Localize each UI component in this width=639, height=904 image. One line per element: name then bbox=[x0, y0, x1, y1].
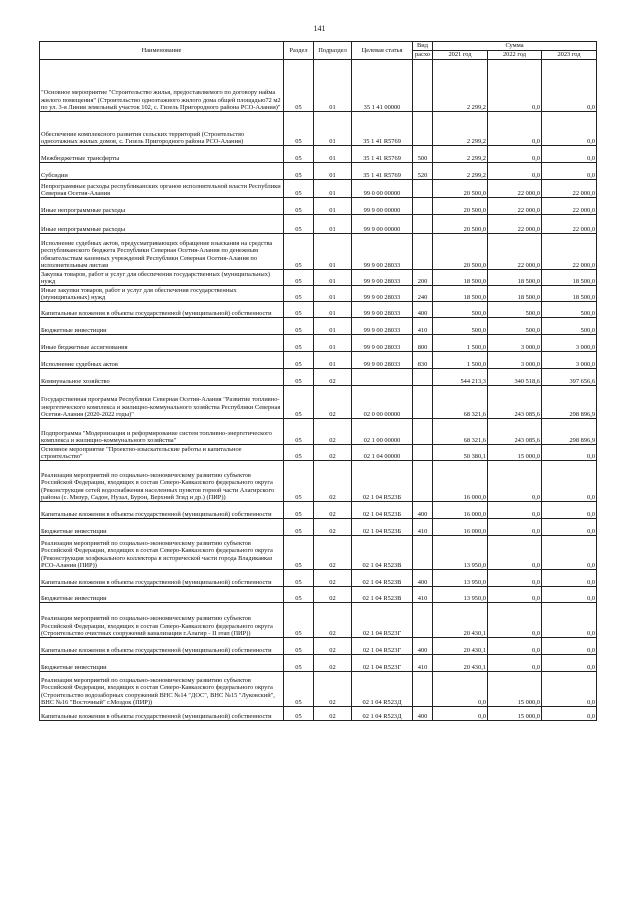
row-target: 35 1 41 R5769 bbox=[352, 163, 413, 180]
row-target: 02 1 04 R523Д bbox=[352, 707, 413, 721]
row-2023: 18 500,0 bbox=[542, 286, 597, 302]
row-2022: 340 518,6 bbox=[488, 369, 542, 386]
row-2021: 18 500,0 bbox=[433, 270, 488, 286]
row-subsection: 01 bbox=[314, 270, 352, 286]
row-target: 99 9 00 28033 bbox=[352, 302, 413, 318]
row-2023: 500,0 bbox=[542, 302, 597, 318]
row-2023: 0,0 bbox=[542, 587, 597, 603]
row-section: 05 bbox=[284, 461, 314, 502]
row-2022: 3 000,0 bbox=[488, 352, 542, 369]
row-expense-type: 400 bbox=[413, 302, 433, 318]
row-subsection: 01 bbox=[314, 180, 352, 198]
row-2021: 20 430,1 bbox=[433, 655, 488, 672]
row-section: 05 bbox=[284, 163, 314, 180]
row-target: 02 1 04 R523Г bbox=[352, 655, 413, 672]
row-section: 05 bbox=[284, 536, 314, 570]
row-2022: 18 500,0 bbox=[488, 286, 542, 302]
row-name: Капитальные вложения в объекты государственной (муниципальной) собственности bbox=[40, 302, 284, 318]
row-2023: 22 000,0 bbox=[542, 180, 597, 198]
table-row bbox=[40, 638, 597, 655]
row-subsection: 01 bbox=[314, 302, 352, 318]
row-section: 05 bbox=[284, 369, 314, 386]
row-subsection: 01 bbox=[314, 198, 352, 215]
row-section: 05 bbox=[284, 270, 314, 286]
row-2022: 0,0 bbox=[488, 587, 542, 603]
page-number: 141 bbox=[313, 24, 326, 33]
row-subsection: 01 bbox=[314, 335, 352, 352]
row-expense-type bbox=[413, 386, 433, 419]
row-expense-type: 520 bbox=[413, 163, 433, 180]
row-name: Иные бюджетные ассигнования bbox=[40, 335, 284, 352]
row-section: 05 bbox=[284, 419, 314, 445]
row-2022: 0,0 bbox=[488, 570, 542, 587]
row-section: 05 bbox=[284, 335, 314, 352]
row-name: Подпрограмма "Модернизация и реформирование систем топливно-энергетического комплекса и жилищно-коммунального хозяйства" bbox=[40, 419, 284, 445]
row-target: 99 9 00 28033 bbox=[352, 270, 413, 286]
row-section: 05 bbox=[284, 286, 314, 302]
row-2023: 0,0 bbox=[542, 112, 597, 146]
row-name: Бюджетные инвестиции bbox=[40, 318, 284, 335]
table-row bbox=[40, 286, 597, 302]
row-target: 35 1 41 R5769 bbox=[352, 146, 413, 163]
row-target: 02 1 04 R523Д bbox=[352, 672, 413, 707]
row-target: 02 1 04 R523Г bbox=[352, 638, 413, 655]
row-2023: 0,0 bbox=[542, 638, 597, 655]
row-2023: 3 000,0 bbox=[542, 352, 597, 369]
table-row bbox=[40, 707, 597, 721]
row-expense-type bbox=[413, 672, 433, 707]
row-subsection: 02 bbox=[314, 461, 352, 502]
row-2021: 16 000,0 bbox=[433, 461, 488, 502]
row-2022: 0,0 bbox=[488, 519, 542, 536]
row-target: 99 9 00 00000 bbox=[352, 198, 413, 215]
row-section: 05 bbox=[284, 672, 314, 707]
row-subsection: 02 bbox=[314, 502, 352, 519]
row-2023: 0,0 bbox=[542, 655, 597, 672]
row-name: Основное мероприятие "Проектно-изыскательские работы и капитальное строительство" bbox=[40, 445, 284, 461]
row-2022: 22 000,0 bbox=[488, 180, 542, 198]
row-target: 02 1 04 R523В bbox=[352, 570, 413, 587]
row-expense-type bbox=[413, 112, 433, 146]
row-subsection: 02 bbox=[314, 638, 352, 655]
row-name: Иные непрограммные расходы bbox=[40, 215, 284, 234]
row-2023: 500,0 bbox=[542, 318, 597, 335]
row-2021: 2 299,2 bbox=[433, 163, 488, 180]
header-name: Наименование bbox=[40, 42, 284, 60]
row-section: 05 bbox=[284, 603, 314, 638]
row-name: Государственная программа Республики Северная Осетия-Алания "Развитие топливно-энергетического комплекса и жилищно-коммунального хозяйства Республики Северная Осетия-Алания (2020-2022 годы)" bbox=[40, 386, 284, 419]
row-subsection: 02 bbox=[314, 655, 352, 672]
row-2023: 0,0 bbox=[542, 707, 597, 721]
row-2021: 20 430,1 bbox=[433, 603, 488, 638]
row-expense-type bbox=[413, 180, 433, 198]
row-2023: 22 000,0 bbox=[542, 215, 597, 234]
row-2023: 0,0 bbox=[542, 146, 597, 163]
row-2022: 0,0 bbox=[488, 146, 542, 163]
table-row bbox=[40, 318, 597, 335]
row-2022: 500,0 bbox=[488, 318, 542, 335]
row-expense-type bbox=[413, 234, 433, 270]
row-2022: 0,0 bbox=[488, 60, 542, 112]
row-section: 05 bbox=[284, 352, 314, 369]
header-exp-type-bottom: расхо bbox=[413, 51, 433, 60]
row-expense-type bbox=[413, 60, 433, 112]
row-name: Реализация мероприятий по социально-экономическому развитию субъектов Российской Федерации, входящих в состав Северо-Кавказского федерального округа (Реконструкция сетей водоснабжения населенных пунктов горной части Алагирского района (с. Мизур, Садон, Нузал, Бурон, Верхний Згид и др.) (ПИР)) bbox=[40, 461, 284, 502]
row-target: 02 0 00 00000 bbox=[352, 386, 413, 419]
row-section: 05 bbox=[284, 302, 314, 318]
row-expense-type: 800 bbox=[413, 335, 433, 352]
table-row bbox=[40, 570, 597, 587]
row-2023: 298 896,9 bbox=[542, 419, 597, 445]
table-row bbox=[40, 335, 597, 352]
row-2021: 16 000,0 bbox=[433, 519, 488, 536]
row-2023: 0,0 bbox=[542, 536, 597, 570]
row-2023: 0,0 bbox=[542, 519, 597, 536]
table-row bbox=[40, 146, 597, 163]
row-expense-type bbox=[413, 461, 433, 502]
table-row bbox=[40, 386, 597, 419]
row-expense-type: 400 bbox=[413, 707, 433, 721]
row-expense-type: 830 bbox=[413, 352, 433, 369]
row-2022: 22 000,0 bbox=[488, 215, 542, 234]
row-name: Обеспечение комплексного развития сельских территорий (Строительство одноэтажных жилых домов, с. Гизель Пригородного района РСО-Алания) bbox=[40, 112, 284, 146]
row-expense-type: 400 bbox=[413, 638, 433, 655]
row-name: Непрограммные расходы республиканских органов исполнительной власти Республики Северная Осетия-Алания bbox=[40, 180, 284, 198]
row-2023: 0,0 bbox=[542, 461, 597, 502]
row-2021: 2 299,2 bbox=[433, 146, 488, 163]
row-2022: 0,0 bbox=[488, 112, 542, 146]
row-expense-type bbox=[413, 603, 433, 638]
row-subsection: 01 bbox=[314, 112, 352, 146]
row-section: 05 bbox=[284, 519, 314, 536]
table-row bbox=[40, 369, 597, 386]
header-subsection: Подраздел bbox=[314, 42, 352, 60]
row-subsection: 02 bbox=[314, 419, 352, 445]
row-subsection: 01 bbox=[314, 60, 352, 112]
row-2021: 500,0 bbox=[433, 302, 488, 318]
row-target: 02 1 04 R523В bbox=[352, 536, 413, 570]
header-section: Раздел bbox=[284, 42, 314, 60]
row-2021: 20 500,0 bbox=[433, 215, 488, 234]
row-2021: 20 500,0 bbox=[433, 234, 488, 270]
row-expense-type bbox=[413, 445, 433, 461]
row-2022: 0,0 bbox=[488, 655, 542, 672]
row-2023: 0,0 bbox=[542, 672, 597, 707]
row-2023: 0,0 bbox=[542, 60, 597, 112]
row-2022: 500,0 bbox=[488, 302, 542, 318]
row-name: Исполнение судебных актов bbox=[40, 352, 284, 369]
row-2023: 397 656,6 bbox=[542, 369, 597, 386]
row-2021: 50 380,1 bbox=[433, 445, 488, 461]
header-target: Целевая статья bbox=[352, 42, 413, 60]
row-2021: 2 299,2 bbox=[433, 60, 488, 112]
row-name: Капитальные вложения в объекты государственной (муниципальной) собственности bbox=[40, 707, 284, 721]
row-section: 05 bbox=[284, 638, 314, 655]
header-sum: Сумма bbox=[433, 42, 597, 51]
table-row bbox=[40, 419, 597, 445]
row-name: Исполнение судебных актов, предусматривающих обращение взыскания на средства республиканского бюджета Республики Северная Осетия-Алания по денежным обязательствам казенных учреждений Республики Северная Осетия-Алания по исполнительным листам bbox=[40, 234, 284, 270]
row-2021: 500,0 bbox=[433, 318, 488, 335]
row-2022: 0,0 bbox=[488, 536, 542, 570]
row-name: Иные непрограммные расходы bbox=[40, 198, 284, 215]
row-name: Капитальные вложения в объекты государственной (муниципальной) собственности bbox=[40, 638, 284, 655]
row-section: 05 bbox=[284, 234, 314, 270]
row-2023: 22 000,0 bbox=[542, 198, 597, 215]
row-expense-type: 240 bbox=[413, 286, 433, 302]
row-target: 99 9 00 28033 bbox=[352, 335, 413, 352]
row-target: 99 9 00 28033 bbox=[352, 318, 413, 335]
row-section: 05 bbox=[284, 707, 314, 721]
row-2021: 16 000,0 bbox=[433, 502, 488, 519]
row-2022: 15 000,0 bbox=[488, 707, 542, 721]
row-target: 02 1 04 R523Б bbox=[352, 461, 413, 502]
table-row bbox=[40, 672, 597, 707]
row-subsection: 02 bbox=[314, 386, 352, 419]
row-expense-type: 410 bbox=[413, 318, 433, 335]
row-name: Субсидии bbox=[40, 163, 284, 180]
row-target: 99 9 00 00000 bbox=[352, 215, 413, 234]
row-2021: 0,0 bbox=[433, 707, 488, 721]
row-section: 05 bbox=[284, 146, 314, 163]
row-2023: 18 500,0 bbox=[542, 270, 597, 286]
row-2023: 298 896,9 bbox=[542, 386, 597, 419]
row-section: 05 bbox=[284, 60, 314, 112]
row-section: 05 bbox=[284, 502, 314, 519]
row-name: Закупка товаров, работ и услуг для обеспечения государственных (муниципальных) нужд bbox=[40, 270, 284, 286]
row-2022: 15 000,0 bbox=[488, 672, 542, 707]
row-name: Бюджетные инвестиции bbox=[40, 519, 284, 536]
row-2021: 13 950,0 bbox=[433, 536, 488, 570]
budget-table bbox=[39, 41, 597, 721]
row-section: 05 bbox=[284, 386, 314, 419]
row-2021: 1 500,0 bbox=[433, 335, 488, 352]
row-subsection: 01 bbox=[314, 163, 352, 180]
row-2021: 68 321,6 bbox=[433, 419, 488, 445]
row-target: 02 1 04 R523Б bbox=[352, 519, 413, 536]
row-2022: 22 000,0 bbox=[488, 234, 542, 270]
row-2022: 243 085,6 bbox=[488, 419, 542, 445]
row-name: Реализация мероприятий по социально-экономическому развитию субъектов Российской Федерации, входящих в состав Северо-Кавказского федерального округа (Реконструкция хозфекального коллектора в исторической части города Владикавказ РСО-Алания (ПИР)) bbox=[40, 536, 284, 570]
row-target: 35 1 41 00000 bbox=[352, 60, 413, 112]
table-row bbox=[40, 180, 597, 198]
row-section: 05 bbox=[284, 112, 314, 146]
row-2023: 0,0 bbox=[542, 163, 597, 180]
table-row bbox=[40, 60, 597, 112]
row-2022: 0,0 bbox=[488, 603, 542, 638]
table-row bbox=[40, 198, 597, 215]
row-expense-type bbox=[413, 198, 433, 215]
row-expense-type: 400 bbox=[413, 502, 433, 519]
row-2023: 0,0 bbox=[542, 570, 597, 587]
row-target: 99 0 00 00000 bbox=[352, 180, 413, 198]
table-row bbox=[40, 302, 597, 318]
row-2021: 18 500,0 bbox=[433, 286, 488, 302]
row-subsection: 02 bbox=[314, 587, 352, 603]
row-target: 02 1 04 R523Б bbox=[352, 502, 413, 519]
table-row bbox=[40, 163, 597, 180]
table-row bbox=[40, 587, 597, 603]
row-name: Бюджетные инвестиции bbox=[40, 587, 284, 603]
table-row bbox=[40, 461, 597, 502]
row-2021: 13 950,0 bbox=[433, 570, 488, 587]
row-2022: 0,0 bbox=[488, 502, 542, 519]
row-expense-type: 410 bbox=[413, 655, 433, 672]
row-subsection: 01 bbox=[314, 146, 352, 163]
table-row bbox=[40, 655, 597, 672]
row-expense-type bbox=[413, 536, 433, 570]
table-row bbox=[40, 519, 597, 536]
row-target: 99 9 00 28033 bbox=[352, 286, 413, 302]
row-subsection: 02 bbox=[314, 570, 352, 587]
row-subsection: 02 bbox=[314, 536, 352, 570]
row-expense-type: 410 bbox=[413, 519, 433, 536]
row-name: Реализация мероприятий по социально-экономическому развитию субъектов Российской Федерации, входящих в состав Северо-Кавказского федерального округа (Строительство водозаборных сооружений ВНС №14 "ДОС", ВНС №15 "Луковский", ВНС №16 "Восточный" г.Моздок (ПИР)) bbox=[40, 672, 284, 707]
row-2021: 544 213,3 bbox=[433, 369, 488, 386]
row-section: 05 bbox=[284, 198, 314, 215]
row-target: 02 1 00 00000 bbox=[352, 419, 413, 445]
row-subsection: 01 bbox=[314, 318, 352, 335]
row-2022: 3 000,0 bbox=[488, 335, 542, 352]
table-row bbox=[40, 502, 597, 519]
row-subsection: 01 bbox=[314, 234, 352, 270]
row-2023: 0,0 bbox=[542, 445, 597, 461]
table-row bbox=[40, 270, 597, 286]
row-subsection: 01 bbox=[314, 352, 352, 369]
row-2021: 68 321,6 bbox=[433, 386, 488, 419]
header-2022: 2022 год bbox=[488, 51, 542, 60]
row-section: 05 bbox=[284, 655, 314, 672]
row-section: 05 bbox=[284, 215, 314, 234]
row-target: 99 9 00 28033 bbox=[352, 234, 413, 270]
header-2021: 2021 год bbox=[433, 51, 488, 60]
row-name: Бюджетные инвестиции bbox=[40, 655, 284, 672]
table-row bbox=[40, 536, 597, 570]
row-2021: 2 299,2 bbox=[433, 112, 488, 146]
row-target: 35 1 41 R5769 bbox=[352, 112, 413, 146]
row-2022: 0,0 bbox=[488, 461, 542, 502]
row-2022: 0,0 bbox=[488, 638, 542, 655]
row-subsection: 02 bbox=[314, 672, 352, 707]
row-2023: 22 000,0 bbox=[542, 234, 597, 270]
row-2022: 15 000,0 bbox=[488, 445, 542, 461]
row-name: Межбюджетные трансферты bbox=[40, 146, 284, 163]
row-expense-type bbox=[413, 215, 433, 234]
row-expense-type: 500 bbox=[413, 146, 433, 163]
row-section: 05 bbox=[284, 180, 314, 198]
row-section: 05 bbox=[284, 570, 314, 587]
row-2021: 0,0 bbox=[433, 672, 488, 707]
row-2022: 243 085,6 bbox=[488, 386, 542, 419]
row-2021: 20 500,0 bbox=[433, 198, 488, 215]
row-name: Иные закупки товаров, работ и услуг для обеспечения государственных (муниципальных) нужд bbox=[40, 286, 284, 302]
row-section: 05 bbox=[284, 587, 314, 603]
row-expense-type: 400 bbox=[413, 570, 433, 587]
row-subsection: 02 bbox=[314, 603, 352, 638]
row-name: Капитальные вложения в объекты государственной (муниципальной) собственности bbox=[40, 502, 284, 519]
row-name: Коммунальное хозяйство bbox=[40, 369, 284, 386]
row-target: 99 9 00 28033 bbox=[352, 352, 413, 369]
header-2023: 2023 год bbox=[542, 51, 597, 60]
row-expense-type bbox=[413, 419, 433, 445]
table-row bbox=[40, 352, 597, 369]
row-target: 02 1 04 00000 bbox=[352, 445, 413, 461]
row-target: 02 1 04 R523Г bbox=[352, 603, 413, 638]
row-target bbox=[352, 369, 413, 386]
header-exp-type-top: Вид bbox=[413, 42, 433, 51]
row-subsection: 02 bbox=[314, 519, 352, 536]
row-expense-type bbox=[413, 369, 433, 386]
row-2021: 1 500,0 bbox=[433, 352, 488, 369]
table-row bbox=[40, 215, 597, 234]
row-2022: 22 000,0 bbox=[488, 198, 542, 215]
row-name: Капитальные вложения в объекты государственной (муниципальной) собственности bbox=[40, 570, 284, 587]
row-subsection: 02 bbox=[314, 445, 352, 461]
row-subsection: 02 bbox=[314, 369, 352, 386]
row-name: "Основное мероприятие "Строительство жилья, предоставляемого по договору найма жилого помещения" (Строительство одноэтажного жилого дома общей площадью72 м2 по ул. 3-я Линия земельный участок 102, с. Гизель Пригородного района РСО-Алания)" bbox=[40, 60, 284, 112]
row-2021: 20 430,1 bbox=[433, 638, 488, 655]
row-2023: 0,0 bbox=[542, 502, 597, 519]
row-name: Реализация мероприятий по социально-экономическому развитию субъектов Российской Федерации, входящих в состав Северо-Кавказского федерального округа (Строительство очистных сооружений канализации г.Алагир - II этап (ПИР)) bbox=[40, 603, 284, 638]
row-target: 02 1 04 R523В bbox=[352, 587, 413, 603]
row-2021: 13 950,0 bbox=[433, 587, 488, 603]
row-subsection: 02 bbox=[314, 707, 352, 721]
row-subsection: 01 bbox=[314, 286, 352, 302]
row-2021: 20 500,0 bbox=[433, 180, 488, 198]
row-2022: 0,0 bbox=[488, 163, 542, 180]
table-row bbox=[40, 603, 597, 638]
table-row bbox=[40, 445, 597, 461]
row-section: 05 bbox=[284, 318, 314, 335]
row-expense-type: 200 bbox=[413, 270, 433, 286]
row-2023: 0,0 bbox=[542, 603, 597, 638]
row-section: 05 bbox=[284, 445, 314, 461]
row-subsection: 01 bbox=[314, 215, 352, 234]
row-expense-type: 410 bbox=[413, 587, 433, 603]
row-2022: 18 500,0 bbox=[488, 270, 542, 286]
table-row bbox=[40, 234, 597, 270]
row-2023: 3 000,0 bbox=[542, 335, 597, 352]
table-row bbox=[40, 112, 597, 146]
